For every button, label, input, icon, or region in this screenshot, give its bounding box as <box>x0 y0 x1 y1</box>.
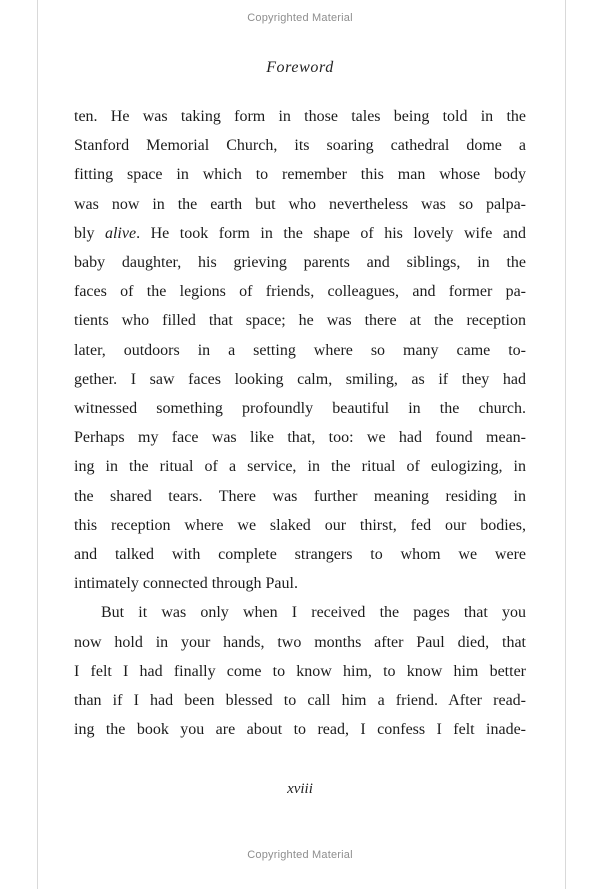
text-line <box>74 628 526 657</box>
text-line <box>74 190 526 219</box>
text-segment: baby daughter, his grieving parents and siblings, in the <box>74 254 526 272</box>
text-segment: Stanford Memorial Church, its soaring cathedral dome a <box>74 137 526 155</box>
copyright-notice-bottom: Copyrighted Material <box>247 849 353 861</box>
page-number: xviii <box>287 781 313 797</box>
text-line <box>74 394 526 423</box>
text-line <box>74 336 526 365</box>
text-line <box>74 715 526 744</box>
text-segment: this reception where we slaked our thirst, fed our bodies, <box>74 516 526 534</box>
text-segment: Perhaps my face was like that, too: we had found mean- <box>74 429 526 447</box>
text-segment: bly <box>74 224 105 242</box>
text-segment: and talked with complete strangers to whom we were <box>74 546 526 564</box>
copyright-notice-top: Copyrighted Material <box>247 12 353 24</box>
text-segment: But it was only when I received the pages that you <box>101 604 526 622</box>
text-segment: witnessed something profoundly beautiful in the church. <box>74 400 526 418</box>
paragraph <box>74 102 526 598</box>
text-line <box>74 569 526 598</box>
page-header-foreword: Foreword <box>266 59 334 76</box>
text-segment: faces of the legions of friends, colleagues, and former pa- <box>74 283 526 301</box>
text-segment: I felt I had finally come to know him, to know him better <box>74 662 526 680</box>
text-segment: gether. I saw faces looking calm, smiling, as if they had <box>74 370 526 388</box>
text-segment: ten. He was taking form in those tales being told in the <box>74 108 526 125</box>
emphasized-text: alive <box>104 224 137 242</box>
text-line <box>74 511 526 540</box>
text-line <box>74 306 526 335</box>
text-segment: ing in the ritual of a service, in the ritual of eulogizing, in <box>74 458 526 476</box>
text-line <box>74 131 526 160</box>
text-segment: later, outdoors in a setting where so many came to- <box>74 341 526 359</box>
text-segment: intimately connected through Paul. <box>74 575 298 593</box>
text-line <box>74 219 526 248</box>
page-edge-right <box>565 0 566 889</box>
text-segment: than if I had been blessed to call him a friend. After read- <box>74 692 526 710</box>
text-line <box>74 423 526 452</box>
text-segment: now hold in your hands, two months after Paul died, that <box>74 633 526 651</box>
text-segment: fitting space in which to remember this man whose body <box>74 166 526 184</box>
page-edge-left <box>37 0 38 889</box>
text-line <box>74 102 526 131</box>
text-segment: was now in the earth but who nevertheless was so palpa- <box>74 195 526 213</box>
text-segment: . He took form in the shape of his lovely wife and <box>136 224 526 242</box>
text-segment: the shared tears. There was further meaning residing in <box>74 487 526 505</box>
text-line <box>74 277 526 306</box>
text-line <box>74 248 526 277</box>
text-line <box>74 657 526 686</box>
text-line <box>74 160 526 189</box>
text-line <box>74 452 526 481</box>
paragraph <box>74 598 526 744</box>
page-body <box>74 102 526 744</box>
text-segment: ing the book you are about to read, I confess I felt inade- <box>74 721 526 739</box>
text-line <box>74 365 526 394</box>
text-segment: tients who filled that space; he was there at the reception <box>74 312 526 330</box>
text-line <box>74 482 526 511</box>
text-line <box>74 598 526 627</box>
text-line <box>74 540 526 569</box>
text-line <box>74 686 526 715</box>
